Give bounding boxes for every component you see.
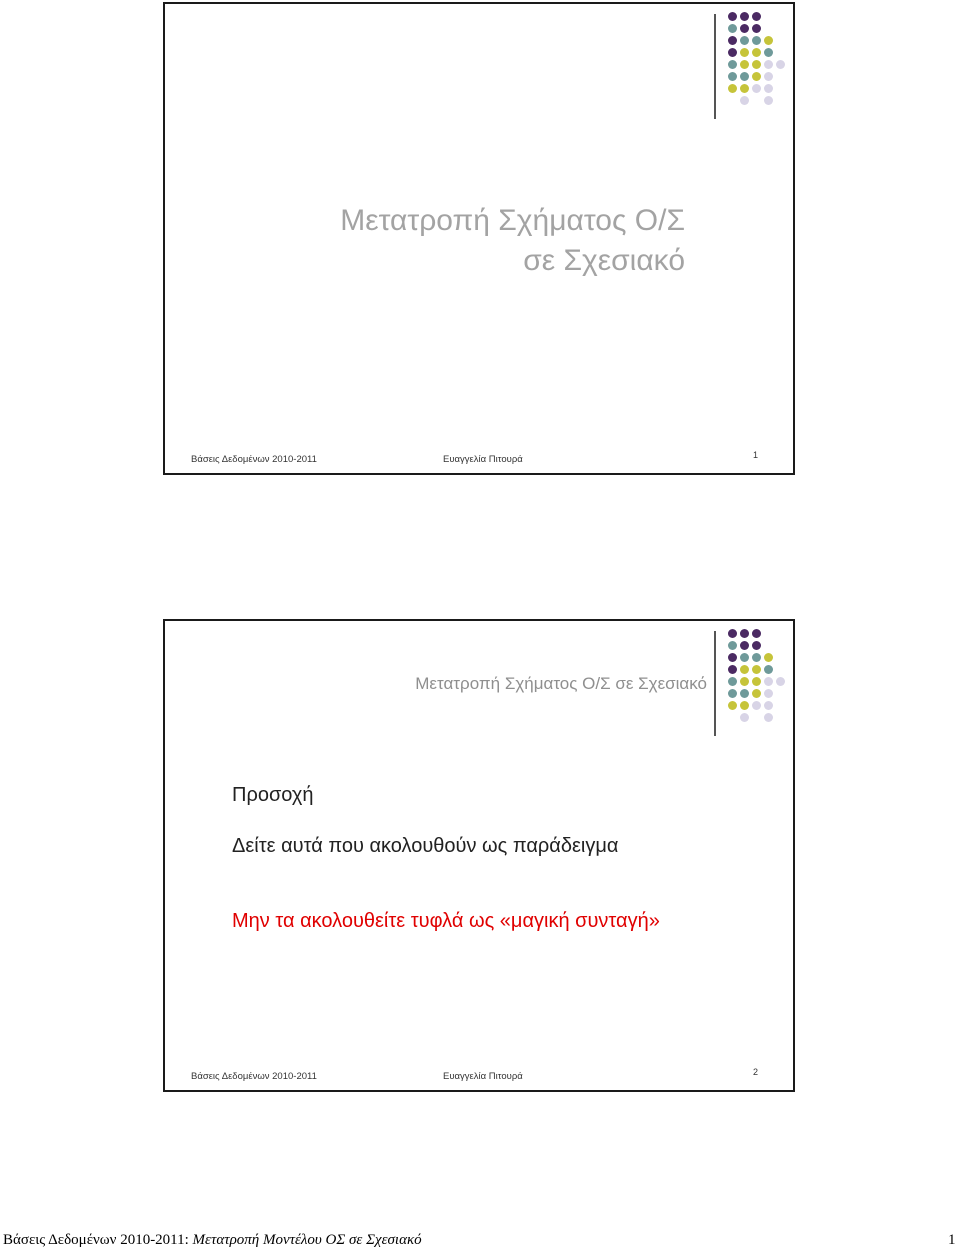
footer-author: Ευαγγελία Πιτουρά xyxy=(443,454,523,465)
decor-dot xyxy=(740,677,749,686)
decor-dot xyxy=(764,653,773,662)
decor-dot xyxy=(740,653,749,662)
page-footer-number: 1 xyxy=(948,1232,956,1248)
slide-title-line-2: σε Σχεσιακό xyxy=(523,244,685,277)
decor-dot xyxy=(728,48,737,57)
body-line-example: Δείτε αυτά που ακολουθούν ως παράδειγμα xyxy=(232,835,619,857)
decor-dot xyxy=(740,701,749,710)
decor-dot xyxy=(728,701,737,710)
decor-dot xyxy=(764,677,773,686)
decor-dot xyxy=(740,641,749,650)
decor-dot xyxy=(752,629,761,638)
decor-dot xyxy=(776,677,785,686)
decor-dot xyxy=(764,84,773,93)
decor-dot xyxy=(728,60,737,69)
decor-dot xyxy=(740,12,749,21)
decor-dot xyxy=(764,48,773,57)
decor-dot xyxy=(764,701,773,710)
decor-dot xyxy=(764,60,773,69)
decor-dot xyxy=(752,677,761,686)
decor-dot xyxy=(752,36,761,45)
decor-dot xyxy=(752,689,761,698)
slide-number: 1 xyxy=(753,450,759,460)
decor-dot xyxy=(764,665,773,674)
decor-dot xyxy=(740,629,749,638)
body-line-attention: Προσοχή xyxy=(232,784,314,806)
decor-dot xyxy=(728,84,737,93)
decor-dot xyxy=(728,24,737,33)
decor-dot xyxy=(728,629,737,638)
decor-dot xyxy=(740,72,749,81)
decor-dot xyxy=(752,48,761,57)
footer-course: Βάσεις Δεδομένων 2010-2011 xyxy=(191,1071,317,1082)
decor-dot xyxy=(728,665,737,674)
decor-dot xyxy=(752,641,761,650)
decor-dot xyxy=(752,701,761,710)
slide-1 xyxy=(163,2,795,475)
decor-dot xyxy=(728,36,737,45)
decor-vertical-line xyxy=(714,14,716,119)
decor-dot xyxy=(728,12,737,21)
decor-dot xyxy=(764,72,773,81)
decor-dot xyxy=(740,96,749,105)
decor-dot xyxy=(752,12,761,21)
decor-dot xyxy=(740,36,749,45)
decor-dot xyxy=(740,24,749,33)
page-footer xyxy=(0,1232,960,1251)
footer-course: Βάσεις Δεδομένων 2010-2011 xyxy=(191,454,317,465)
decor-dot xyxy=(728,677,737,686)
decor-dot xyxy=(740,665,749,674)
slide-subtitle: Μετατροπή Σχήματος Ο/Σ σε Σχεσιακό xyxy=(415,674,707,693)
decor-dot xyxy=(764,689,773,698)
slide-title-line-1: Μετατροπή Σχήματος Ο/Σ xyxy=(340,204,685,237)
decor-dot xyxy=(728,689,737,698)
decor-dot xyxy=(740,84,749,93)
decor-dot xyxy=(740,60,749,69)
decor-dot xyxy=(728,72,737,81)
decor-dot xyxy=(764,96,773,105)
decor-dot xyxy=(752,84,761,93)
decor-dot xyxy=(728,641,737,650)
decor-dot xyxy=(740,48,749,57)
decor-vertical-line xyxy=(714,631,716,736)
decor-dot xyxy=(752,72,761,81)
decor-dot-grid xyxy=(728,12,798,112)
decor-dot xyxy=(764,713,773,722)
decor-dot xyxy=(740,713,749,722)
decor-dot xyxy=(752,60,761,69)
slide-2 xyxy=(163,619,795,1092)
slide-number: 2 xyxy=(753,1067,759,1077)
decor-dot xyxy=(728,653,737,662)
body-line-warning: Μην τα ακολουθείτε τυφλά ως «μαγική συνταγή» xyxy=(232,910,660,932)
decor-dot xyxy=(752,665,761,674)
decor-dot xyxy=(752,653,761,662)
decor-dot xyxy=(752,24,761,33)
page-footer-prefix: Βάσεις Δεδομένων 2010-2011: xyxy=(3,1232,193,1248)
decor-dot xyxy=(764,36,773,45)
page-footer-title: Μετατροπή Μοντέλου ΟΣ σε Σχεσιακό xyxy=(192,1232,422,1248)
page-footer-text xyxy=(3,1232,422,1249)
footer-author: Ευαγγελία Πιτουρά xyxy=(443,1071,523,1082)
decor-dot-grid xyxy=(728,629,798,729)
decor-dot xyxy=(776,60,785,69)
decor-dot xyxy=(740,689,749,698)
